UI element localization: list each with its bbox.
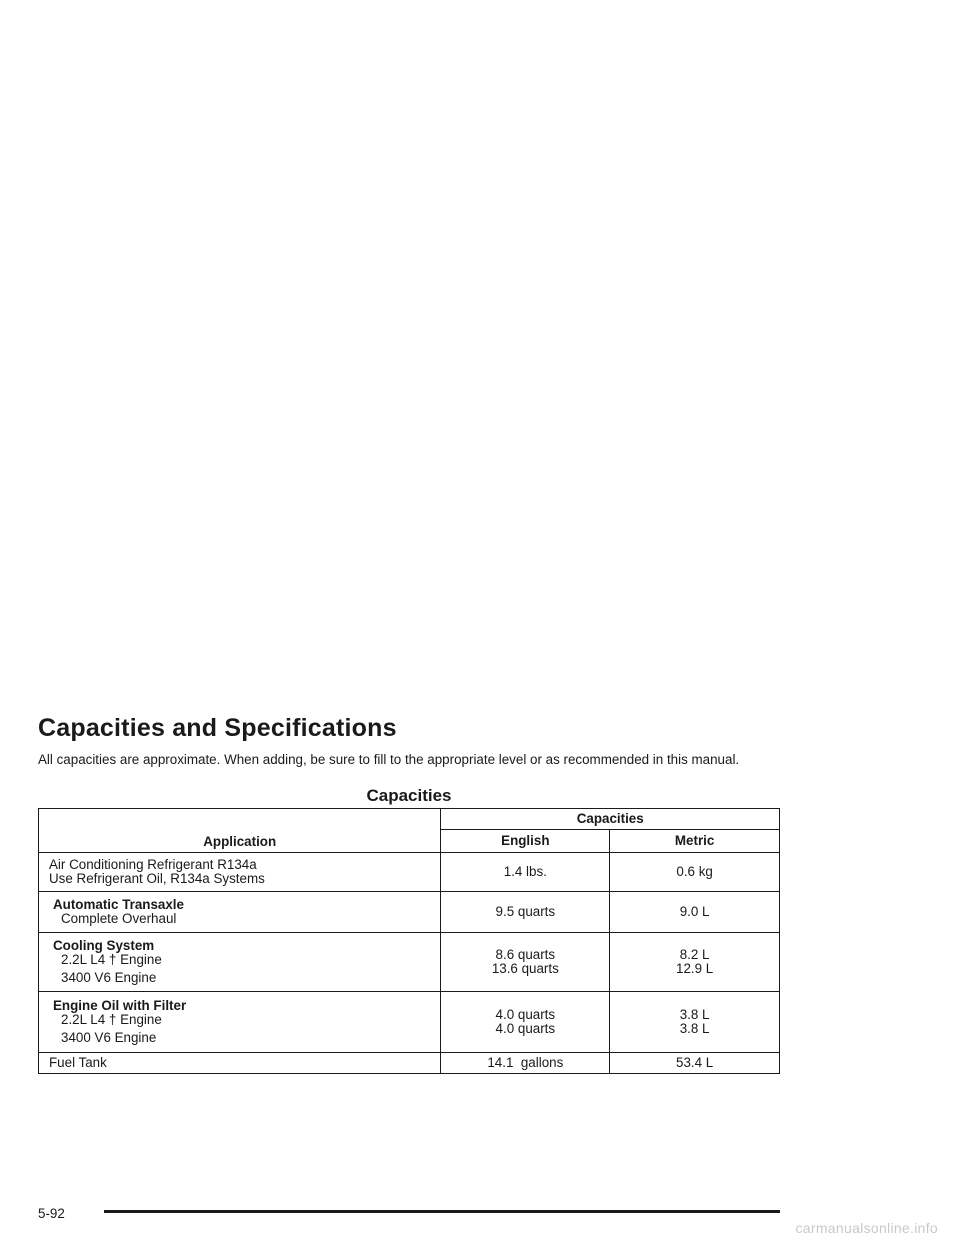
application-sub: 2.2L L4 † Engine	[61, 1012, 162, 1027]
application-title: Cooling System	[53, 938, 155, 953]
capacities-table	[38, 808, 780, 1074]
application-title: Automatic Transaxle	[53, 897, 184, 912]
watermark: carmanualsonline.info	[795, 1220, 938, 1236]
header-row-top	[39, 809, 780, 830]
application-cell	[39, 992, 441, 1053]
header-application: Application	[39, 809, 441, 853]
intro-text: All capacities are approximate. When adding, be sure to fill to the appropriate level or as recommended in this manual.	[38, 752, 740, 767]
footer-rule	[104, 1210, 780, 1213]
english-cell: 9.5 quarts	[441, 892, 610, 933]
table-row	[39, 933, 780, 992]
metric-cell: 8.2 L 12.9 L	[610, 933, 780, 992]
english-cell: 8.6 quarts 13.6 quarts	[441, 933, 610, 992]
english-cell: 14.1 gallons	[441, 1053, 610, 1074]
header-capacities: Capacities	[441, 809, 780, 830]
application-cell	[39, 1053, 441, 1074]
table-row	[39, 892, 780, 933]
application-line: Fuel Tank	[49, 1055, 107, 1070]
application-sub: 2.2L L4 † Engine	[61, 952, 162, 967]
application-sub: 3400 V6 Engine	[61, 1030, 157, 1045]
application-sub: 3400 V6 Engine	[61, 970, 157, 985]
metric-cell: 9.0 L	[610, 892, 780, 933]
english-cell: 1.4 lbs.	[441, 853, 610, 892]
section-heading: Capacities and Specifications	[38, 714, 397, 742]
table-row	[39, 1053, 780, 1074]
table-title: Capacities	[366, 786, 452, 805]
header-english: English	[441, 830, 610, 853]
application-title: Engine Oil with Filter	[53, 998, 187, 1013]
application-cell	[39, 933, 441, 992]
application-line: Air Conditioning Refrigerant R134a	[49, 857, 257, 872]
metric-cell: 3.8 L 3.8 L	[610, 992, 780, 1053]
application-sub: Complete Overhaul	[61, 911, 177, 926]
metric-cell: 0.6 kg	[610, 853, 780, 892]
header-metric: Metric	[610, 830, 780, 853]
application-cell	[39, 892, 441, 933]
table-row	[39, 853, 780, 892]
page-number: 5-92	[38, 1206, 65, 1221]
application-cell	[39, 853, 441, 892]
table-row	[39, 992, 780, 1053]
english-cell: 4.0 quarts 4.0 quarts	[441, 992, 610, 1053]
metric-cell: 53.4 L	[610, 1053, 780, 1074]
application-line: Use Refrigerant Oil, R134a Systems	[49, 871, 265, 886]
